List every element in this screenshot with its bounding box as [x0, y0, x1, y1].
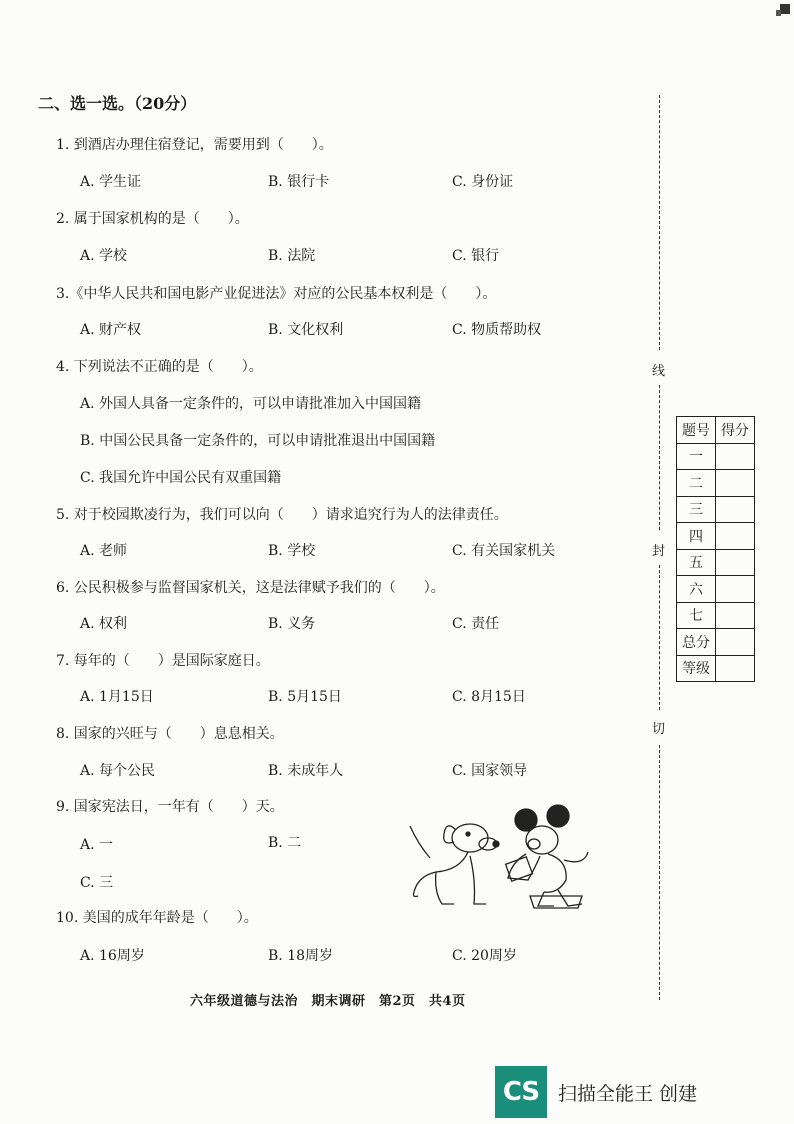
score-cell[interactable] — [716, 523, 755, 550]
q1-option-b[interactable]: B. 银行卡 — [268, 174, 330, 190]
score-row-label: 四 — [677, 523, 716, 550]
q9-option-c[interactable]: C. 三 — [80, 875, 114, 891]
score-row-label: 等级 — [677, 655, 716, 682]
binding-line-segment — [659, 745, 660, 1000]
score-header-number: 题号 — [677, 417, 716, 444]
page-footer: 六年级道德与法治 期末调研 第2页 共4页 — [190, 994, 466, 1009]
score-cell[interactable] — [716, 549, 755, 576]
q9-option-a[interactable]: A. 一 — [80, 837, 114, 853]
question-7: 7. 每年的（ ）是国际家庭日。 — [56, 653, 270, 669]
q8-option-c[interactable]: C. 国家领导 — [452, 763, 528, 779]
q4-option-c[interactable]: C. 我国允许中国公民有双重国籍 — [80, 470, 282, 486]
q2-option-c[interactable]: C. 银行 — [452, 248, 500, 264]
q4-option-a[interactable]: A. 外国人具备一定条件的，可以申请批准加入中国国籍 — [80, 396, 422, 412]
q6-option-a[interactable]: A. 权利 — [80, 616, 128, 632]
binding-line-segment — [659, 565, 660, 710]
q7-option-a[interactable]: A. 1月15日 — [80, 689, 154, 705]
question-5: 5. 对于校园欺凌行为，我们可以向（ ）请求追究行为人的法律责任。 — [56, 507, 508, 523]
score-cell[interactable] — [716, 602, 755, 629]
score-row-label: 七 — [677, 602, 716, 629]
q5-option-c[interactable]: C. 有关国家机关 — [452, 543, 556, 559]
q3-option-c[interactable]: C. 物质帮助权 — [452, 322, 542, 338]
score-cell[interactable] — [716, 443, 755, 470]
binding-char-line: 线 — [652, 364, 666, 379]
binding-line-segment — [659, 385, 660, 530]
q1-option-c[interactable]: C. 身份证 — [452, 174, 514, 190]
score-cell[interactable] — [716, 470, 755, 497]
score-row-label: 总分 — [677, 629, 716, 656]
q1-option-a[interactable]: A. 学生证 — [80, 174, 142, 190]
question-4: 4. 下列说法不正确的是（ ）。 — [56, 359, 263, 375]
section-title: 二、选一选。（20分） — [38, 94, 197, 113]
q4-option-b[interactable]: B. 中国公民具备一定条件的，可以申请批准退出中国国籍 — [80, 433, 436, 449]
q6-option-b[interactable]: B. 义务 — [268, 616, 316, 632]
score-row-label: 一 — [677, 443, 716, 470]
q8-option-a[interactable]: A. 每个公民 — [80, 763, 156, 779]
q8-option-b[interactable]: B. 未成年人 — [268, 763, 344, 779]
score-table — [676, 416, 755, 682]
camscanner-label: 扫描全能王 创建 — [558, 1083, 698, 1105]
q10-option-a[interactable]: A. 16周岁 — [80, 948, 145, 964]
q10-option-c[interactable]: C. 20周岁 — [452, 948, 517, 964]
score-cell[interactable] — [716, 576, 755, 603]
camscanner-logo: CS — [495, 1066, 547, 1118]
question-6: 6. 公民积极参与监督国家机关，这是法律赋予我们的（ ）。 — [56, 580, 445, 596]
score-cell[interactable] — [716, 629, 755, 656]
score-cell[interactable] — [716, 496, 755, 523]
corner-scan-mark — [774, 2, 794, 20]
question-2: 2. 属于国家机构的是（ ）。 — [56, 211, 249, 227]
q9-option-b[interactable]: B. 二 — [268, 835, 302, 851]
q7-option-b[interactable]: B. 5月15日 — [268, 689, 342, 705]
q2-option-a[interactable]: A. 学校 — [80, 248, 128, 264]
binding-char-cut: 切 — [652, 722, 666, 737]
q2-option-b[interactable]: B. 法院 — [268, 248, 316, 264]
score-row-label: 六 — [677, 576, 716, 603]
score-row-label: 二 — [677, 470, 716, 497]
score-cell[interactable] — [716, 655, 755, 682]
q5-option-b[interactable]: B. 学校 — [268, 543, 316, 559]
question-1: 1. 到酒店办理住宿登记，需要用到（ ）。 — [56, 137, 333, 153]
score-header-score: 得分 — [716, 417, 755, 444]
q7-option-c[interactable]: C. 8月15日 — [452, 689, 526, 705]
q3-option-a[interactable]: A. 财产权 — [80, 322, 142, 338]
question-10: 10. 美国的成年年龄是（ ）。 — [56, 910, 258, 926]
q3-option-b[interactable]: B. 文化权利 — [268, 322, 344, 338]
score-row-label: 五 — [677, 549, 716, 576]
cartoon-dog-mouse-illustration — [408, 800, 593, 915]
q5-option-a[interactable]: A. 老师 — [80, 543, 128, 559]
score-row-label: 三 — [677, 496, 716, 523]
question-3: 3.《中华人民共和国电影产业促进法》对应的公民基本权利是（ ）。 — [56, 286, 497, 302]
q10-option-b[interactable]: B. 18周岁 — [268, 948, 334, 964]
binding-line-segment — [659, 95, 660, 350]
q6-option-c[interactable]: C. 责任 — [452, 616, 500, 632]
question-8: 8. 国家的兴旺与（ ）息息相关。 — [56, 726, 284, 742]
question-9: 9. 国家宪法日，一年有（ ）天。 — [56, 799, 284, 815]
binding-char-seal: 封 — [652, 544, 666, 559]
